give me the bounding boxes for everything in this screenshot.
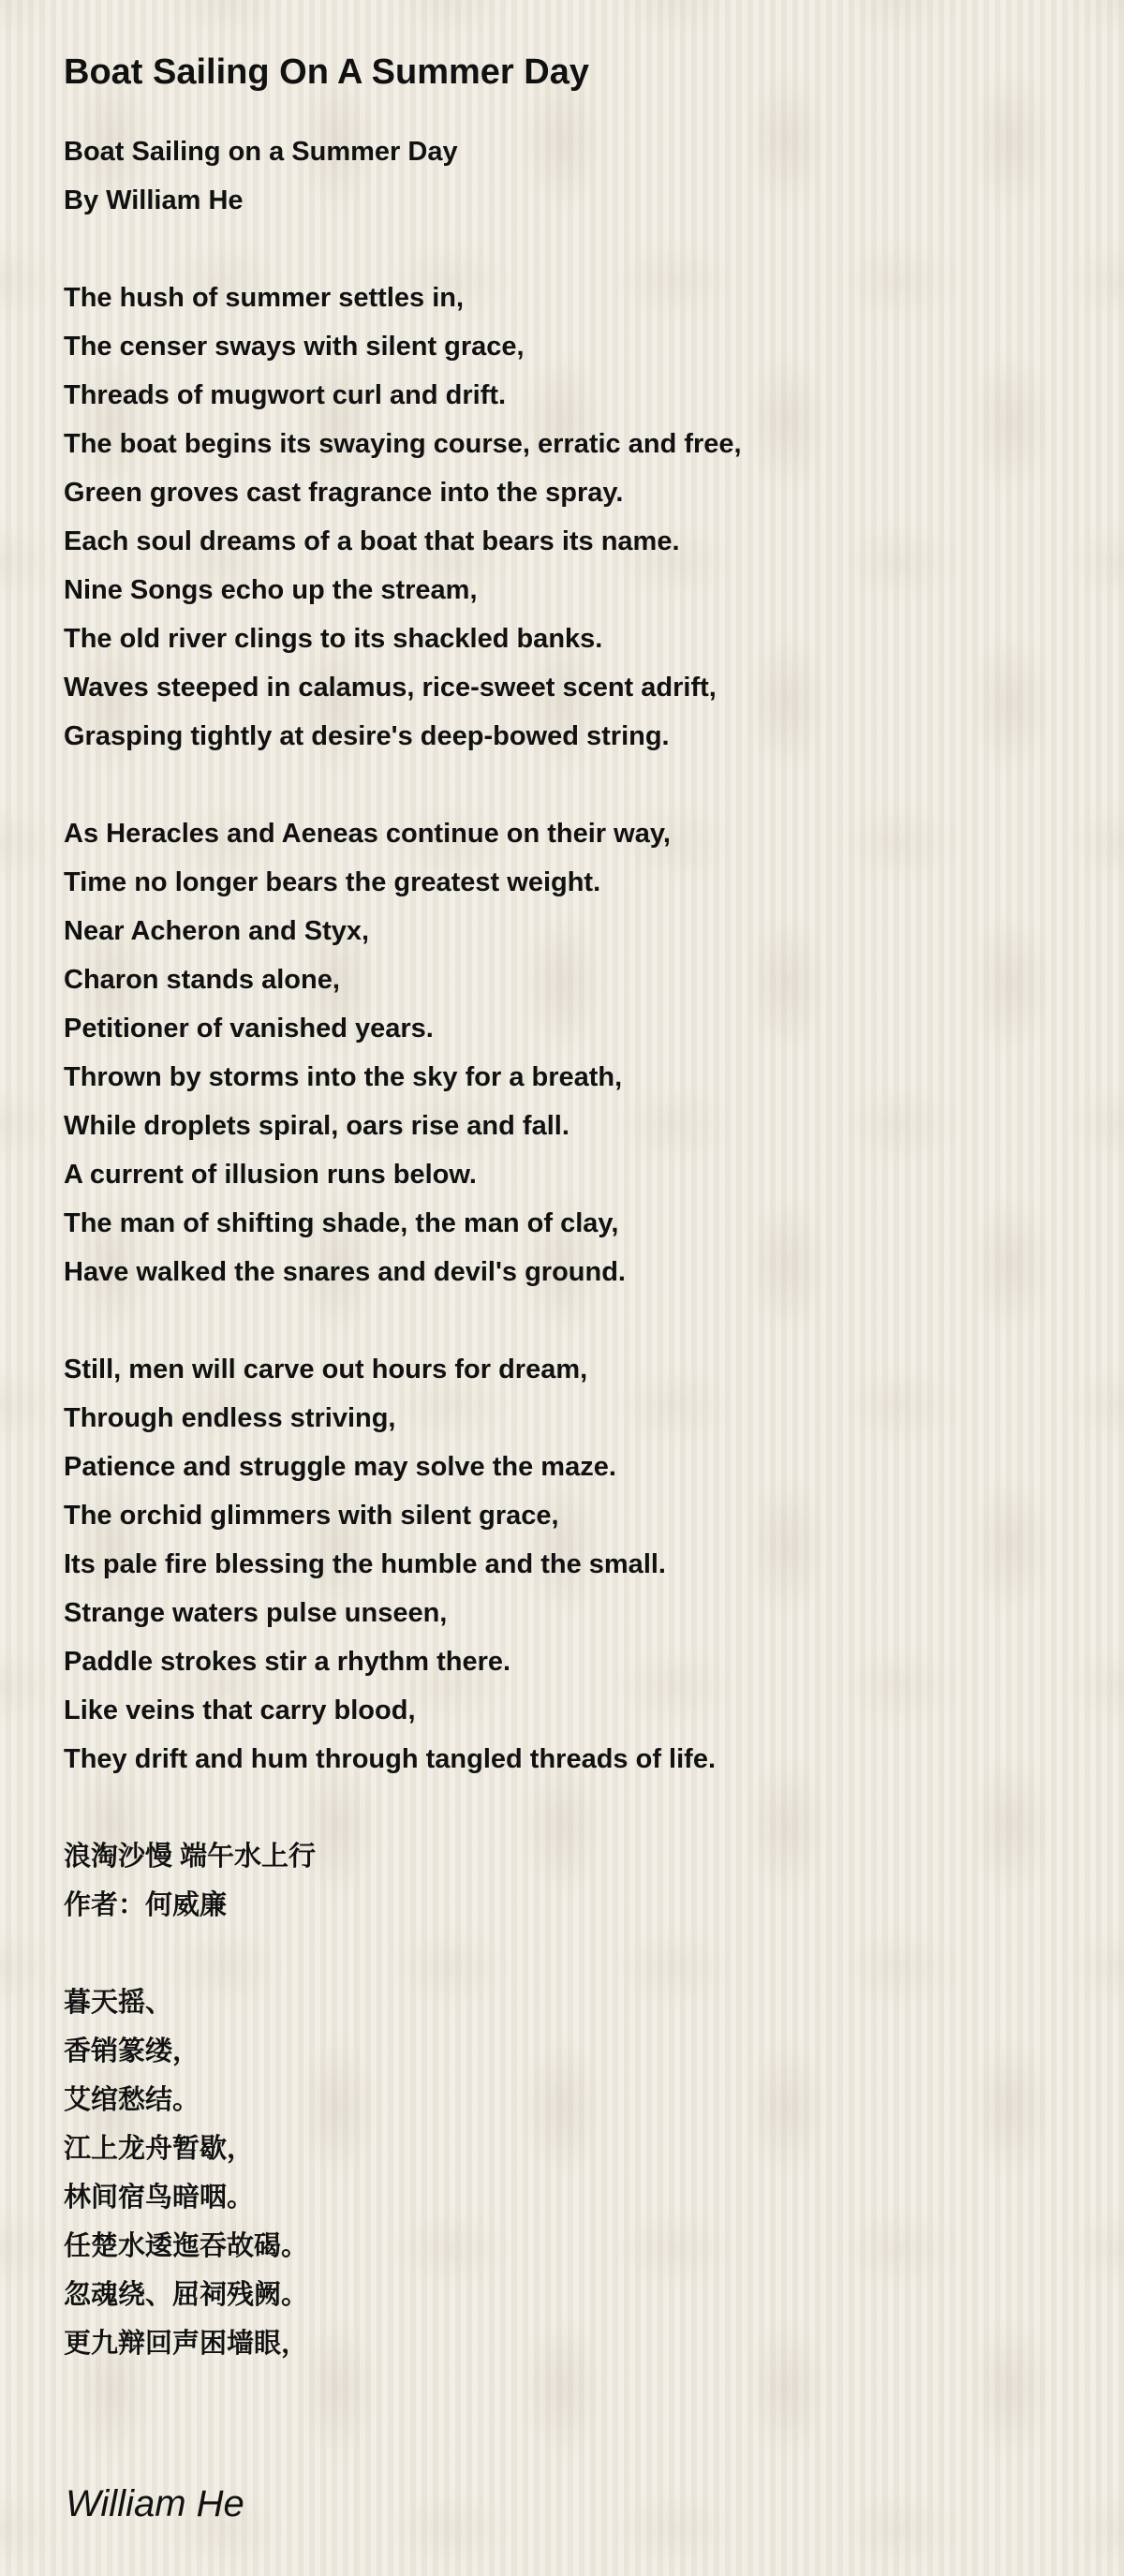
poem-line: 作者：何威廉 xyxy=(64,1890,228,1920)
poem-line: As Heracles and Aeneas continue on their way, xyxy=(64,819,671,849)
poem-line: The man of shifting shade, the man of clay, xyxy=(64,1208,619,1238)
poem-line: By William He xyxy=(64,185,244,215)
poem-line: The orchid glimmers with silent grace, xyxy=(64,1501,559,1531)
poem-line: Grasping tightly at desire's deep-bowed string. xyxy=(64,721,670,751)
stanza-break xyxy=(64,225,1075,274)
poem-line: Waves steeped in calamus, rice-sweet scent adrift, xyxy=(64,673,717,703)
author-signature: William He xyxy=(66,2483,244,2524)
poem-line: Boat Sailing on a Summer Day xyxy=(64,137,458,167)
poem-line: Paddle strokes stir a rhythm there. xyxy=(64,1647,511,1677)
poem-line: 暮天摇、 xyxy=(64,1988,173,2018)
poem-line: Each soul dreams of a boat that bears its name. xyxy=(64,526,680,556)
poem-line: The boat begins its swaying course, erratic and free, xyxy=(64,429,742,459)
stanza-break xyxy=(64,1784,1075,1832)
poem-line: They drift and hum through tangled threads of life. xyxy=(64,1744,716,1774)
poem-line: Green groves cast fragrance into the spray. xyxy=(64,478,624,508)
poem-line: 江上龙舟暂歇， xyxy=(64,2134,255,2164)
stanza-break xyxy=(64,1296,1075,1345)
poem-line: The hush of summer settles in, xyxy=(64,283,465,313)
poem-line: 艾绾愁结。 xyxy=(64,2085,200,2115)
poem-line: Time no longer bears the greatest weight. xyxy=(64,867,601,897)
poem-line: The old river clings to its shackled banks. xyxy=(64,624,603,654)
poem-line: Patience and struggle may solve the maze. xyxy=(64,1452,616,1482)
poem-line: While droplets spiral, oars rise and fall. xyxy=(64,1111,569,1141)
poem-line: Like veins that carry blood, xyxy=(64,1695,416,1725)
poem-line: 香销篆缕， xyxy=(64,2036,200,2066)
poem-line: Strange waters pulse unseen, xyxy=(64,1598,448,1628)
poem-line: A current of illusion runs below. xyxy=(64,1160,477,1190)
stanza-break xyxy=(64,761,1075,809)
poem-line: Nine Songs echo up the stream, xyxy=(64,575,478,605)
poem-line: Threads of mugwort curl and drift. xyxy=(64,380,507,410)
poem-line: Thrown by storms into the sky for a breath, xyxy=(64,1062,623,1092)
page-title: Boat Sailing On A Summer Day xyxy=(64,52,589,92)
poem-line: Near Acheron and Styx, xyxy=(64,916,370,946)
poem-line: Charon stands alone, xyxy=(64,965,340,995)
poem-line: The censer sways with silent grace, xyxy=(64,332,525,362)
stanza-break xyxy=(64,1930,1075,1978)
poem-page xyxy=(64,43,1075,2368)
poem-line: Through endless striving, xyxy=(64,1403,396,1433)
poem-line: Have walked the snares and devil's ground. xyxy=(64,1257,626,1287)
poem-line: Still, men will carve out hours for dream, xyxy=(64,1355,588,1384)
poem-line: 浪淘沙慢 端午水上行 xyxy=(64,1842,317,1872)
poem-line: 忽魂绕、屈祠残阙。 xyxy=(64,2280,309,2310)
poem-line: Its pale fire blessing the humble and the small. xyxy=(64,1549,666,1579)
poem-line: 任楚水逶迤吞故碣。 xyxy=(64,2231,309,2261)
poem-body xyxy=(64,127,1075,2368)
poem-line: 林间宿鸟暗咽。 xyxy=(64,2183,255,2213)
poem-line: Petitioner of vanished years. xyxy=(64,1014,434,1044)
poem-line: 更九辩回声困墙眼， xyxy=(64,2329,309,2359)
